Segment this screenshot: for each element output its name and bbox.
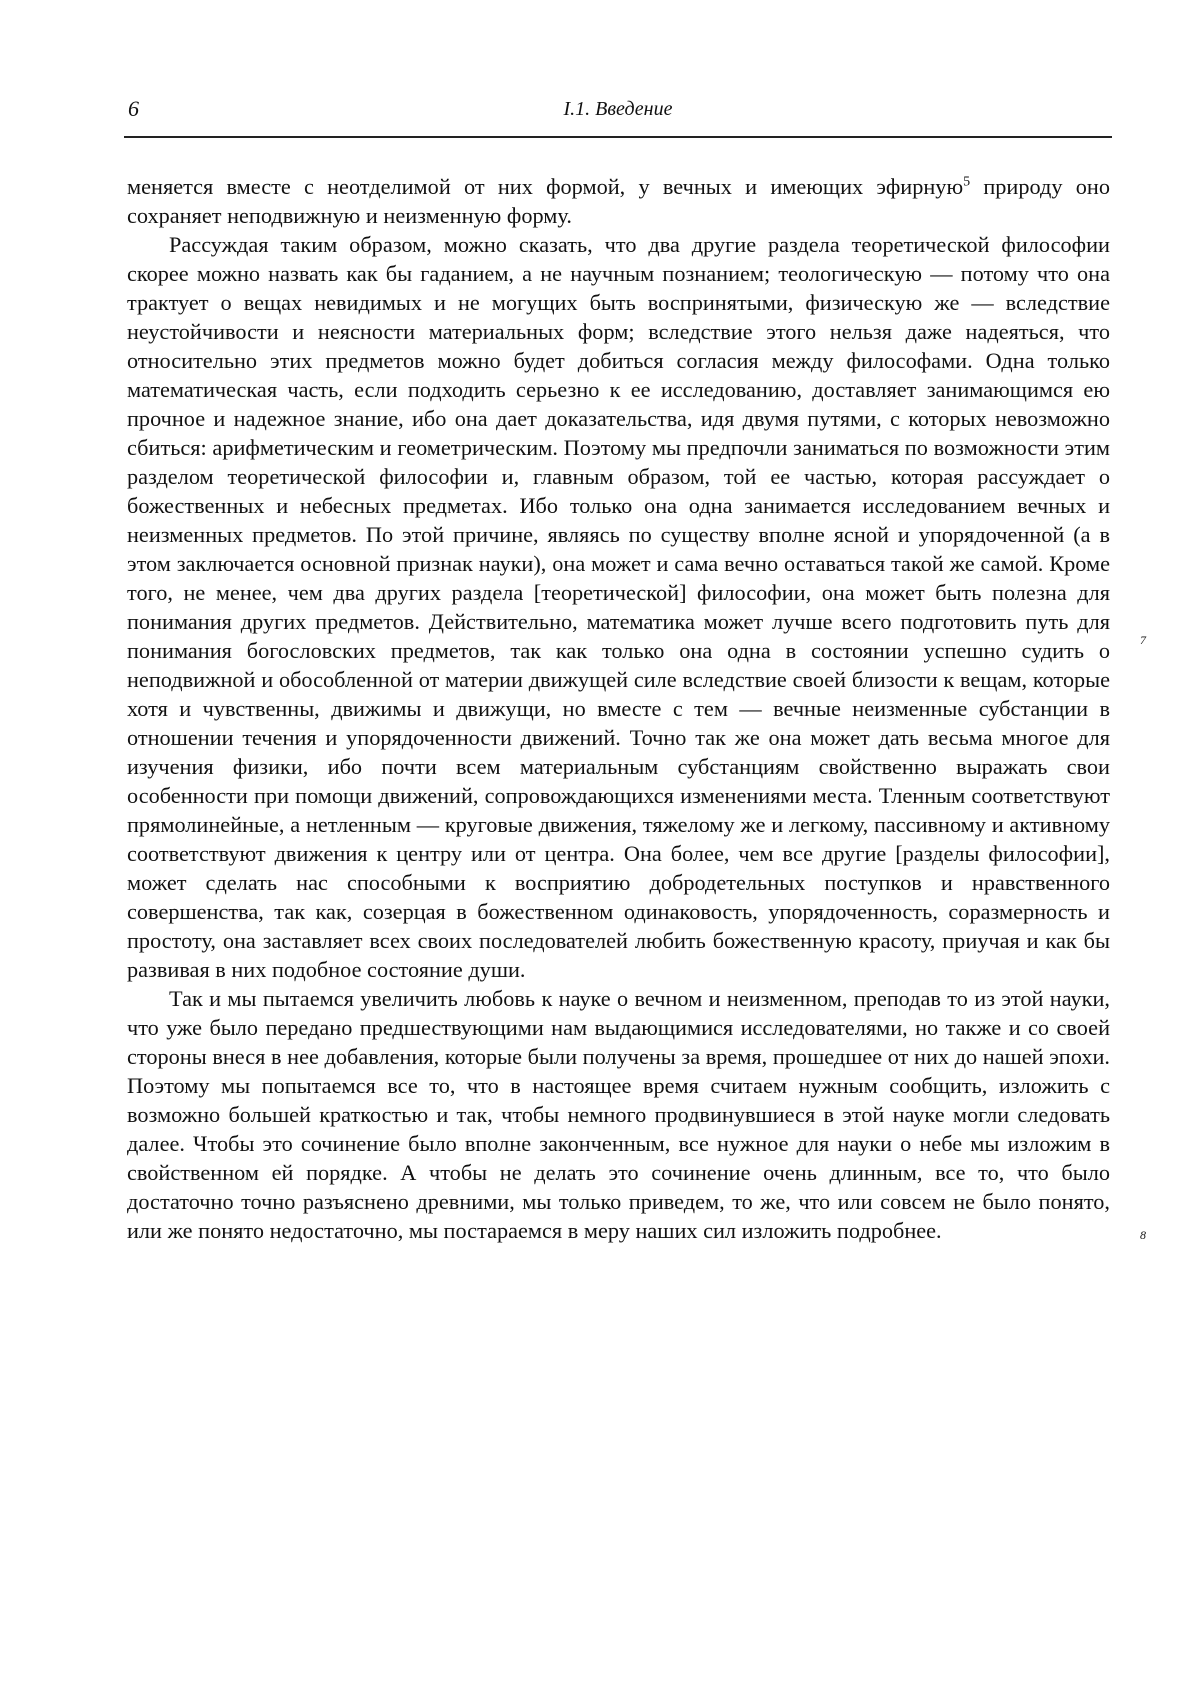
paragraph-1-text: меняется вместе с неотделимой от них формой, у вечных и имеющих эфирную — [127, 174, 964, 199]
running-title: I.1. Введение — [563, 98, 673, 120]
running-header — [124, 96, 1112, 138]
paragraph-1-text-cont: природу оно сохраняет неподвижную и неизменную форму. — [127, 174, 1110, 228]
body-text — [127, 172, 1110, 1245]
margin-marker-7: 7 — [1140, 633, 1146, 647]
margin-marker-8: 8 — [1140, 1228, 1146, 1242]
footnote-reference: 5 — [963, 174, 971, 190]
paragraph-2: Рассуждая таким образом, можно сказать, что два другие раздела теоретической философии скорее можно назвать как бы гаданием, а не научным познанием; теологическую — потому что она трактует о вещах невидимых и не могущих быть воспринятыми, физическую же — вследствие неустойчивости и неясности материальных форм; вследствие этого нельзя даже надеяться, что относительно этих предметов можно будет добиться согласия между философами. Одна только математическая часть, если подходить серьезно к ее исследованию, доставляет занимающимся ею прочное и надежное знание, ибо она дает доказательства, идя двумя путями, с которых невозможно сбиться: арифметическим и геометрическим. Поэтому мы предпочли заниматься по возможности этим разделом теоретической философии и, главным образом, той ее частью, которая рассуждает о божественных и небесных предметах. Ибо только она одна занимается исследованием вечных и неизменных предметов. По этой причине, являясь по существу вполне ясной и упорядоченной (а в этом заключается основной признак науки), она может и сама вечно оставаться такой же самой. Кроме того, не менее, чем два других раздела [теоретической] философии, она может быть полезна для понимания других предметов. Действительно, математика может лучше всего подготовить путь для понимания богословских предметов, так как только она одна в состоянии успешно судить о неподвижной и обособленной от материи движущей силе вследствие своей близости к вещам, которые хотя и чувственны, движимы и движущи, но вместе с тем — вечные неизменные субстанции в отношении течения и упорядоченности движений. Точно так же она может дать весьма многое для изучения физики, ибо почти всем материальным субстанциям свойственно выражать свои особенности при помощи движений, сопровождающихся изменениями места. Тленным соответствуют прямолинейные, а нетленным — круговые движения, тяжелому же и легкому, пассивному и активному соответствуют движения к центру или от центра. Она более, чем все другие [разделы философии], может сделать нас способными к восприятию добродетельных поступков и нравственного совершенства, так как, созерцая в божественном одинаковость, упорядоченность, соразмерность и простоту, она заставляет всех своих последователей любить божественную красоту, приучая и как бы развивая в них подобное состояние души. — [127, 232, 1110, 982]
paragraph-1 — [127, 172, 1110, 230]
page-number: 6 — [128, 96, 139, 121]
paragraph-3: Так и мы пытаемся увеличить любовь к науке о вечном и неизменном, преподав то из этой науки, что уже было передано предшествующими нам выдающимися исследователями, но также и со своей стороны внеся в нее добавления, которые были получены за время, прошедшее от них до нашей эпохи. Поэтому мы попытаемся все то, что в настоящее время считаем нужным сообщить, изложить с возможно большей краткостью и так, чтобы немного продвинувшиеся в этой науке могли следовать далее. Чтобы это сочинение было вполне законченным, все нужное для науки о небе мы изложим в свойственном ей порядке. А чтобы не делать это сочинение очень длинным, все то, что было достаточно точно разъяснено древними, мы только приведем, то же, что или совсем не было понято, или же понято недостаточно, мы постараемся в меру наших сил изложить подробнее. — [127, 986, 1110, 1243]
